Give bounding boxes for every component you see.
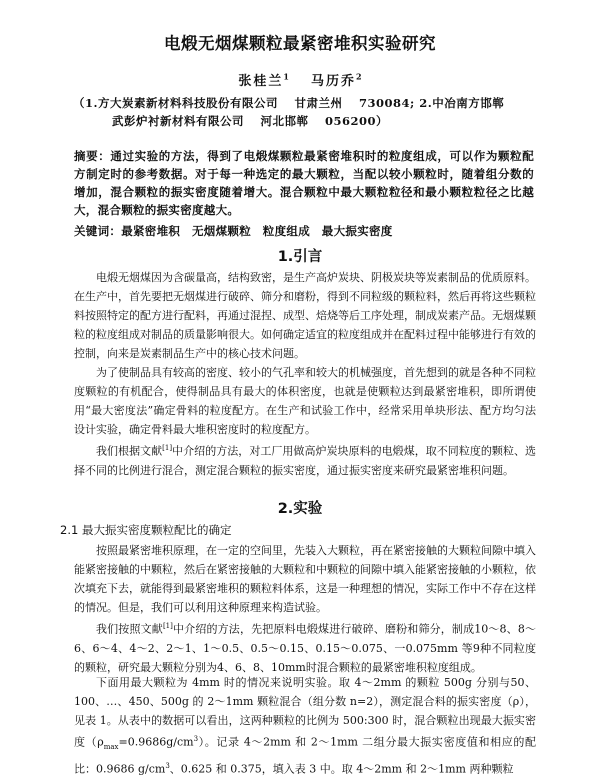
paragraph-text: 我们根据文献 <box>96 444 163 458</box>
paragraph-text: 下面用最大颗粒为 4mm 时的情况来说明实验。取 4～2mm 的颗粒 500g 分别与50、100、…、450、500g 的 2～1mm 颗粒混合（组分数 n=2），测定混合料的振实密度（ρ），见表 1。从表中的数据可以看出，这两种颗粒的比例为 500:300 时，混合颗粒出现最大振实密度（ρ <box>74 676 536 749</box>
subscript: max <box>103 742 119 751</box>
affiliation-line: 武彭炉衬新材料有限公司 河北邯郸 056200） <box>112 114 389 128</box>
paragraph-text: 、0.625 和 0.375，填入表 3 中。取 4～2mm 和 2～1mm 两种颗粒 <box>169 762 514 776</box>
author-name: 张桂兰 <box>238 74 284 89</box>
author-name: 马历乔 <box>311 74 357 89</box>
keywords-text: 最紧密堆积 无烟煤颗粒 粒度组成 最大振实密度 <box>121 224 393 238</box>
citation-ref: [1] <box>162 444 173 452</box>
body-paragraph <box>74 617 536 677</box>
paragraph-text: =0.9686g/cm <box>118 735 194 749</box>
body-paragraph <box>74 673 536 779</box>
author-affiliation-mark: 1 <box>283 71 289 82</box>
section-heading: 1.引言 <box>277 249 323 265</box>
author-affiliation-mark: 2 <box>356 71 362 82</box>
paragraph-text: 我们按照文献 <box>96 622 163 636</box>
body-paragraph: 为了使制品具有较高的密度、较小的气孔率和较大的机械强度，首先想到的就是各种不同粒度颗粒的有机配合，使得制品具有最大的体积密度，也就是使颗粒达到最紧密堆积，即所谓使用“最大密度法”确定骨料的粒度配方。在生产和试验工作中，经常采用单块形法、配方均匀法设计实验，确定骨料最大堆积密度时的粒度配方。 <box>74 366 536 436</box>
abstract <box>74 147 534 219</box>
subsection-heading: 2.1 最大振实密度颗粒配比的确定 <box>60 523 232 537</box>
section-heading: 2.实验 <box>277 501 323 517</box>
paragraph-text: ）。记录 4～2mm 和 2～1mm 二组分最大振实密度值和相应的配比：0.9686 g/cm <box>74 735 537 776</box>
abstract-text: 通过实验的方法，得到了电煅煤颗粒最紧密堆积时的粒度组成，可以作为颗粒配方制定时的参考数据。对于每一种选定的最大颗粒，当配以较小颗粒时，随着组分数的增加，混合颗粒的振实密度随着增大。混合颗粒中最大颗粒粒径和最小颗粒粒径之比越大，混合颗粒的振实密度越大。 <box>74 149 534 217</box>
paper-title: 电煅无烟煤颗粒最紧密堆积实验研究 <box>164 34 436 53</box>
paragraph-text: 中介绍的方法，对工厂用做高炉炭块原料的电煅煤，取不同粒度的颗粒、选择不同的比例进行混合，测定混合颗粒的振实密度，通过振实密度来研究最紧密堆积问题。 <box>74 444 537 477</box>
abstract-label: 摘要： <box>74 149 111 163</box>
author-line <box>0 70 600 89</box>
keywords-label: 关键词： <box>74 224 122 238</box>
superscript: 3 <box>193 735 199 743</box>
superscript: 3 <box>165 761 170 770</box>
paragraph-text: 中介绍的方法，先把原料电煅煤进行破碎、磨粉和筛分，制成10～8、8～6、6～4、4～2、2～1、1～0.5、0.5～0.15、0.15～0.075、一0.075mm 等9种不同粒度的颗粒，研究最大颗粒分别为4、6、8、10mm时混合颗粒的最紧密堆积粒度组成。 <box>74 622 536 674</box>
citation-ref: [1] <box>162 622 173 630</box>
body-paragraph: 电煅无烟煤因为含碳量高，结构致密，是生产高炉炭块、阴极炭块等炭素制品的优质原料。在生产中，首先要把无烟煤进行破碎、筛分和磨粉，得到不同粒级的颗粒料，然后再将这些颗粒料按照特定的配方进行配料，再通过混捏、成型、焙烧等后工序处理，制成炭素产品。无烟煤颗粒的粒度组成对制品的质量影响很大。如何确定适宜的粒度组成并在配料过程中能够进行有效的控制，向来是炭素制品生产中的核心技术问题。 <box>74 271 536 360</box>
keywords <box>74 222 534 240</box>
body-paragraph: 按照最紧密堆积原理，在一定的空间里，先装入大颗粒，再在紧密接触的大颗粒间隙中填入能紧密接触的中颗粒，然后在紧密接触的大颗粒和中颗粒的间隙中填入能紧密接触的小颗粒，依次填充下去，就能得到最紧密堆积的颗粒料体系，这是一种理想的情况，实际工作中不存在这样的情况。但是，我们可以利用这种原理来构造试验。 <box>74 544 536 614</box>
body-paragraph <box>74 439 536 480</box>
affiliation-line: （1.方大炭素新材料科技股份有限公司 甘肃兰州 730084; 2.中冶南方邯郸 <box>73 96 505 110</box>
